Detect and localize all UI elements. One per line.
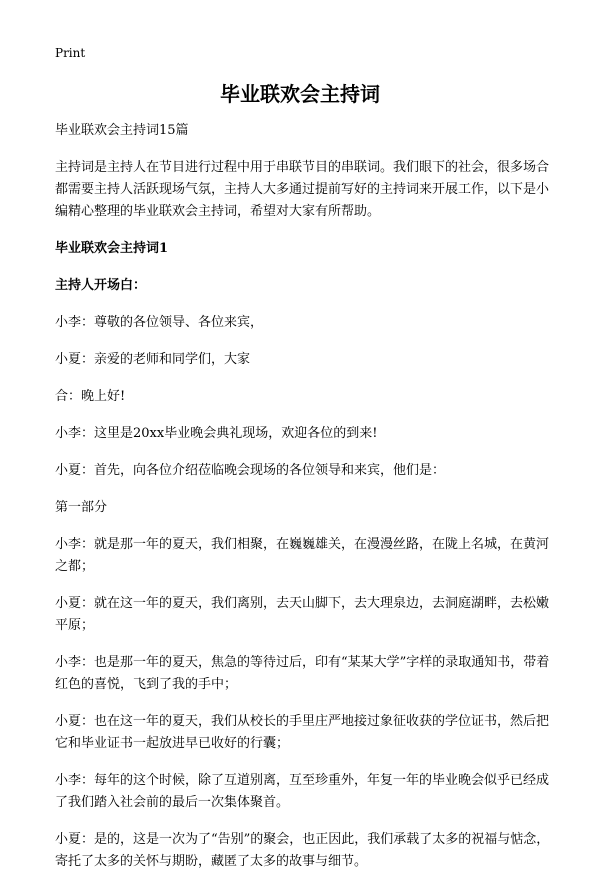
article-body — [55, 120, 556, 888]
dialogue-line: 小夏：是的，这是一次为了“告别”的聚会，也正因此，我们承载了太多的祝福与惦念，寄托了太多的关怀与期盼，藏匿了太多的故事与细节。 — [55, 832, 550, 869]
dialogue-line: 小李：就是那一年的夏天，我们相聚，在巍巍雄关，在漫漫丝路，在陇上名城，在黄河之都； — [55, 537, 550, 574]
subtitle: 毕业联欢会主持词15篇 — [55, 123, 189, 138]
dialogue-line: 小李：这里是20xx毕业晚会典礼现场，欢迎各位的到来! — [55, 426, 378, 441]
dialogue-line: 小夏：就在这一年的夏天，我们离别，去天山脚下，去大理泉边，去洞庭湖畔，去松嫩平原； — [55, 596, 550, 633]
dialogue-line: 小夏：首先，向各位介绍莅临晚会现场的各位领导和来宾，他们是： — [55, 463, 446, 478]
dialogue-line: 合：晚上好! — [55, 389, 126, 404]
dialogue-line: 小李：尊敬的各位领导、各位来宾， — [55, 315, 264, 330]
page-title: 毕业联欢会主持词 — [220, 82, 380, 106]
intro-paragraph: 主持词是主持人在节目进行过程中用于串联节目的串联词。我们眼下的社会，很多场合都需要主持人活跃现场气氛，主持人大多通过提前写好的主持词来开展工作，以下是小编精心整理的毕业联欢会主持词，希望对大家有所帮助。 — [55, 160, 550, 219]
part-heading: 第一部分 — [55, 500, 108, 515]
print-link[interactable]: Print — [55, 46, 86, 60]
dialogue-line: 小李：也是那一年的夏天，焦急的等待过后，印有“某某大学”字样的录取通知书，带着红色的喜悦，飞到了我的手中； — [55, 655, 550, 692]
dialogue-line: 小夏：亲爱的老师和同学们，大家 — [55, 352, 251, 367]
opening-heading: 主持人开场白： — [55, 278, 147, 293]
dialogue-line: 小李：每年的这个时候，除了互道别离，互至珍重外，年复一年的毕业晚会似乎已经成了我们踏入社会前的最后一次集体聚首。 — [55, 773, 550, 810]
dialogue-line: 小夏：也在这一年的夏天，我们从校长的手里庄严地接过象征收获的学位证书，然后把它和毕业证书一起放进早已收好的行囊； — [55, 714, 550, 751]
section-heading: 毕业联欢会主持词1 — [55, 241, 169, 256]
